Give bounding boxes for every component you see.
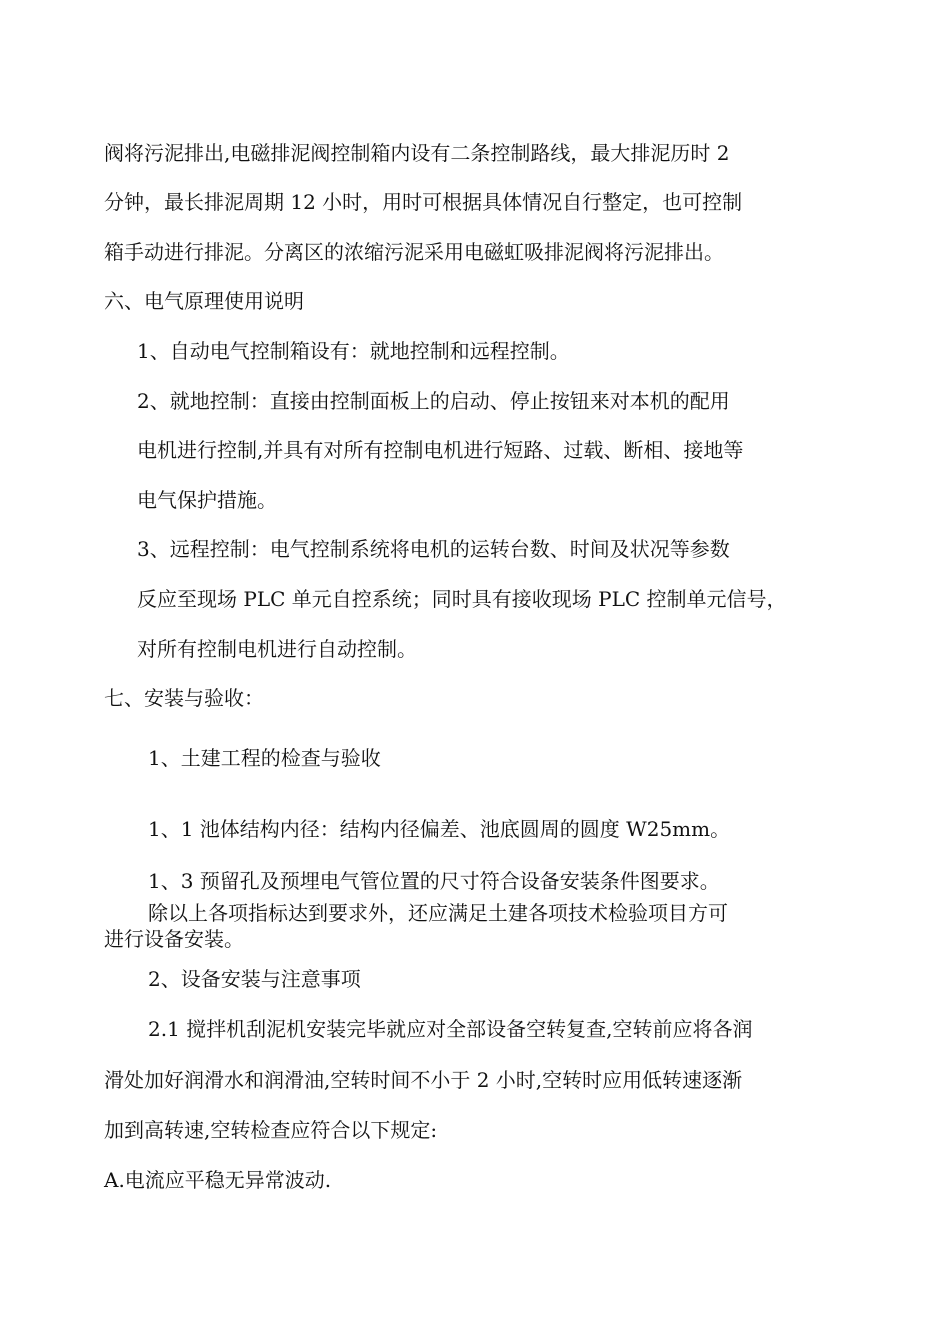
note-line-1: 除以上各项指标达到要求外，还应满足土建各项技术检验项目方可 [148, 901, 728, 925]
list-item-2-line-3: 电气保护措施。 [137, 488, 277, 512]
item-2-1: 2.1 搅拌机刮泥机安装完毕就应对全部设备空转复查,空转前应将各润 [148, 1017, 753, 1041]
list-item-3-line-3: 对所有控制电机进行自动控制。 [137, 637, 417, 661]
item-1-1: 1、1 池体结构内径：结构内径偏差、池底圆周的圆度 W25mm。 [148, 817, 731, 841]
list-item-3-line-2: 反应至现场 PLC 单元自控系统；同时具有接收现场 PLC 控制单元信号， [137, 587, 787, 611]
item-2-1-line-2: 滑处加好润滑水和润滑油,空转时间不小于 2 小时,空转时应用低转速逐渐 [104, 1068, 743, 1092]
paragraph-line: 分钟，最长排泥周期 12 小时，用时可根据具体情况自行整定，也可控制 [104, 190, 743, 214]
list-item-1: 1、自动电气控制箱设有：就地控制和远程控制。 [137, 339, 570, 363]
list-item-2-line-2: 电机进行控制,并具有对所有控制电机进行短路、过载、断相、接地等 [137, 438, 744, 462]
item-a: A.电流应平稳无异常波动. [104, 1168, 332, 1192]
item-2-1-line-3: 加到高转速,空转检查应符合以下规定: [104, 1118, 438, 1142]
subsection-heading-2: 2、设备安装与注意事项 [148, 967, 361, 991]
note-line-2: 进行设备安装。 [104, 927, 244, 951]
subsection-heading-1: 1、土建工程的检查与验收 [148, 746, 381, 770]
list-item-2: 2、就地控制：直接由控制面板上的启动、停止按钮来对本机的配用 [137, 389, 730, 413]
section-heading-7: 七、安装与验收： [104, 686, 264, 710]
list-item-3: 3、远程控制：电气控制系统将电机的运转台数、时间及状况等参数 [137, 537, 730, 561]
paragraph-line: 箱手动进行排泥。分离区的浓缩污泥采用电磁虹吸排泥阀将污泥排出。 [104, 240, 724, 264]
item-1-3: 1、3 预留孔及预埋电气管位置的尺寸符合设备安装条件图要求。 [148, 869, 720, 893]
paragraph-line: 阀将污泥排出,电磁排泥阀控制箱内设有二条控制路线，最大排泥历时 2 [104, 141, 730, 165]
section-heading-6: 六、电气原理使用说明 [104, 289, 304, 313]
